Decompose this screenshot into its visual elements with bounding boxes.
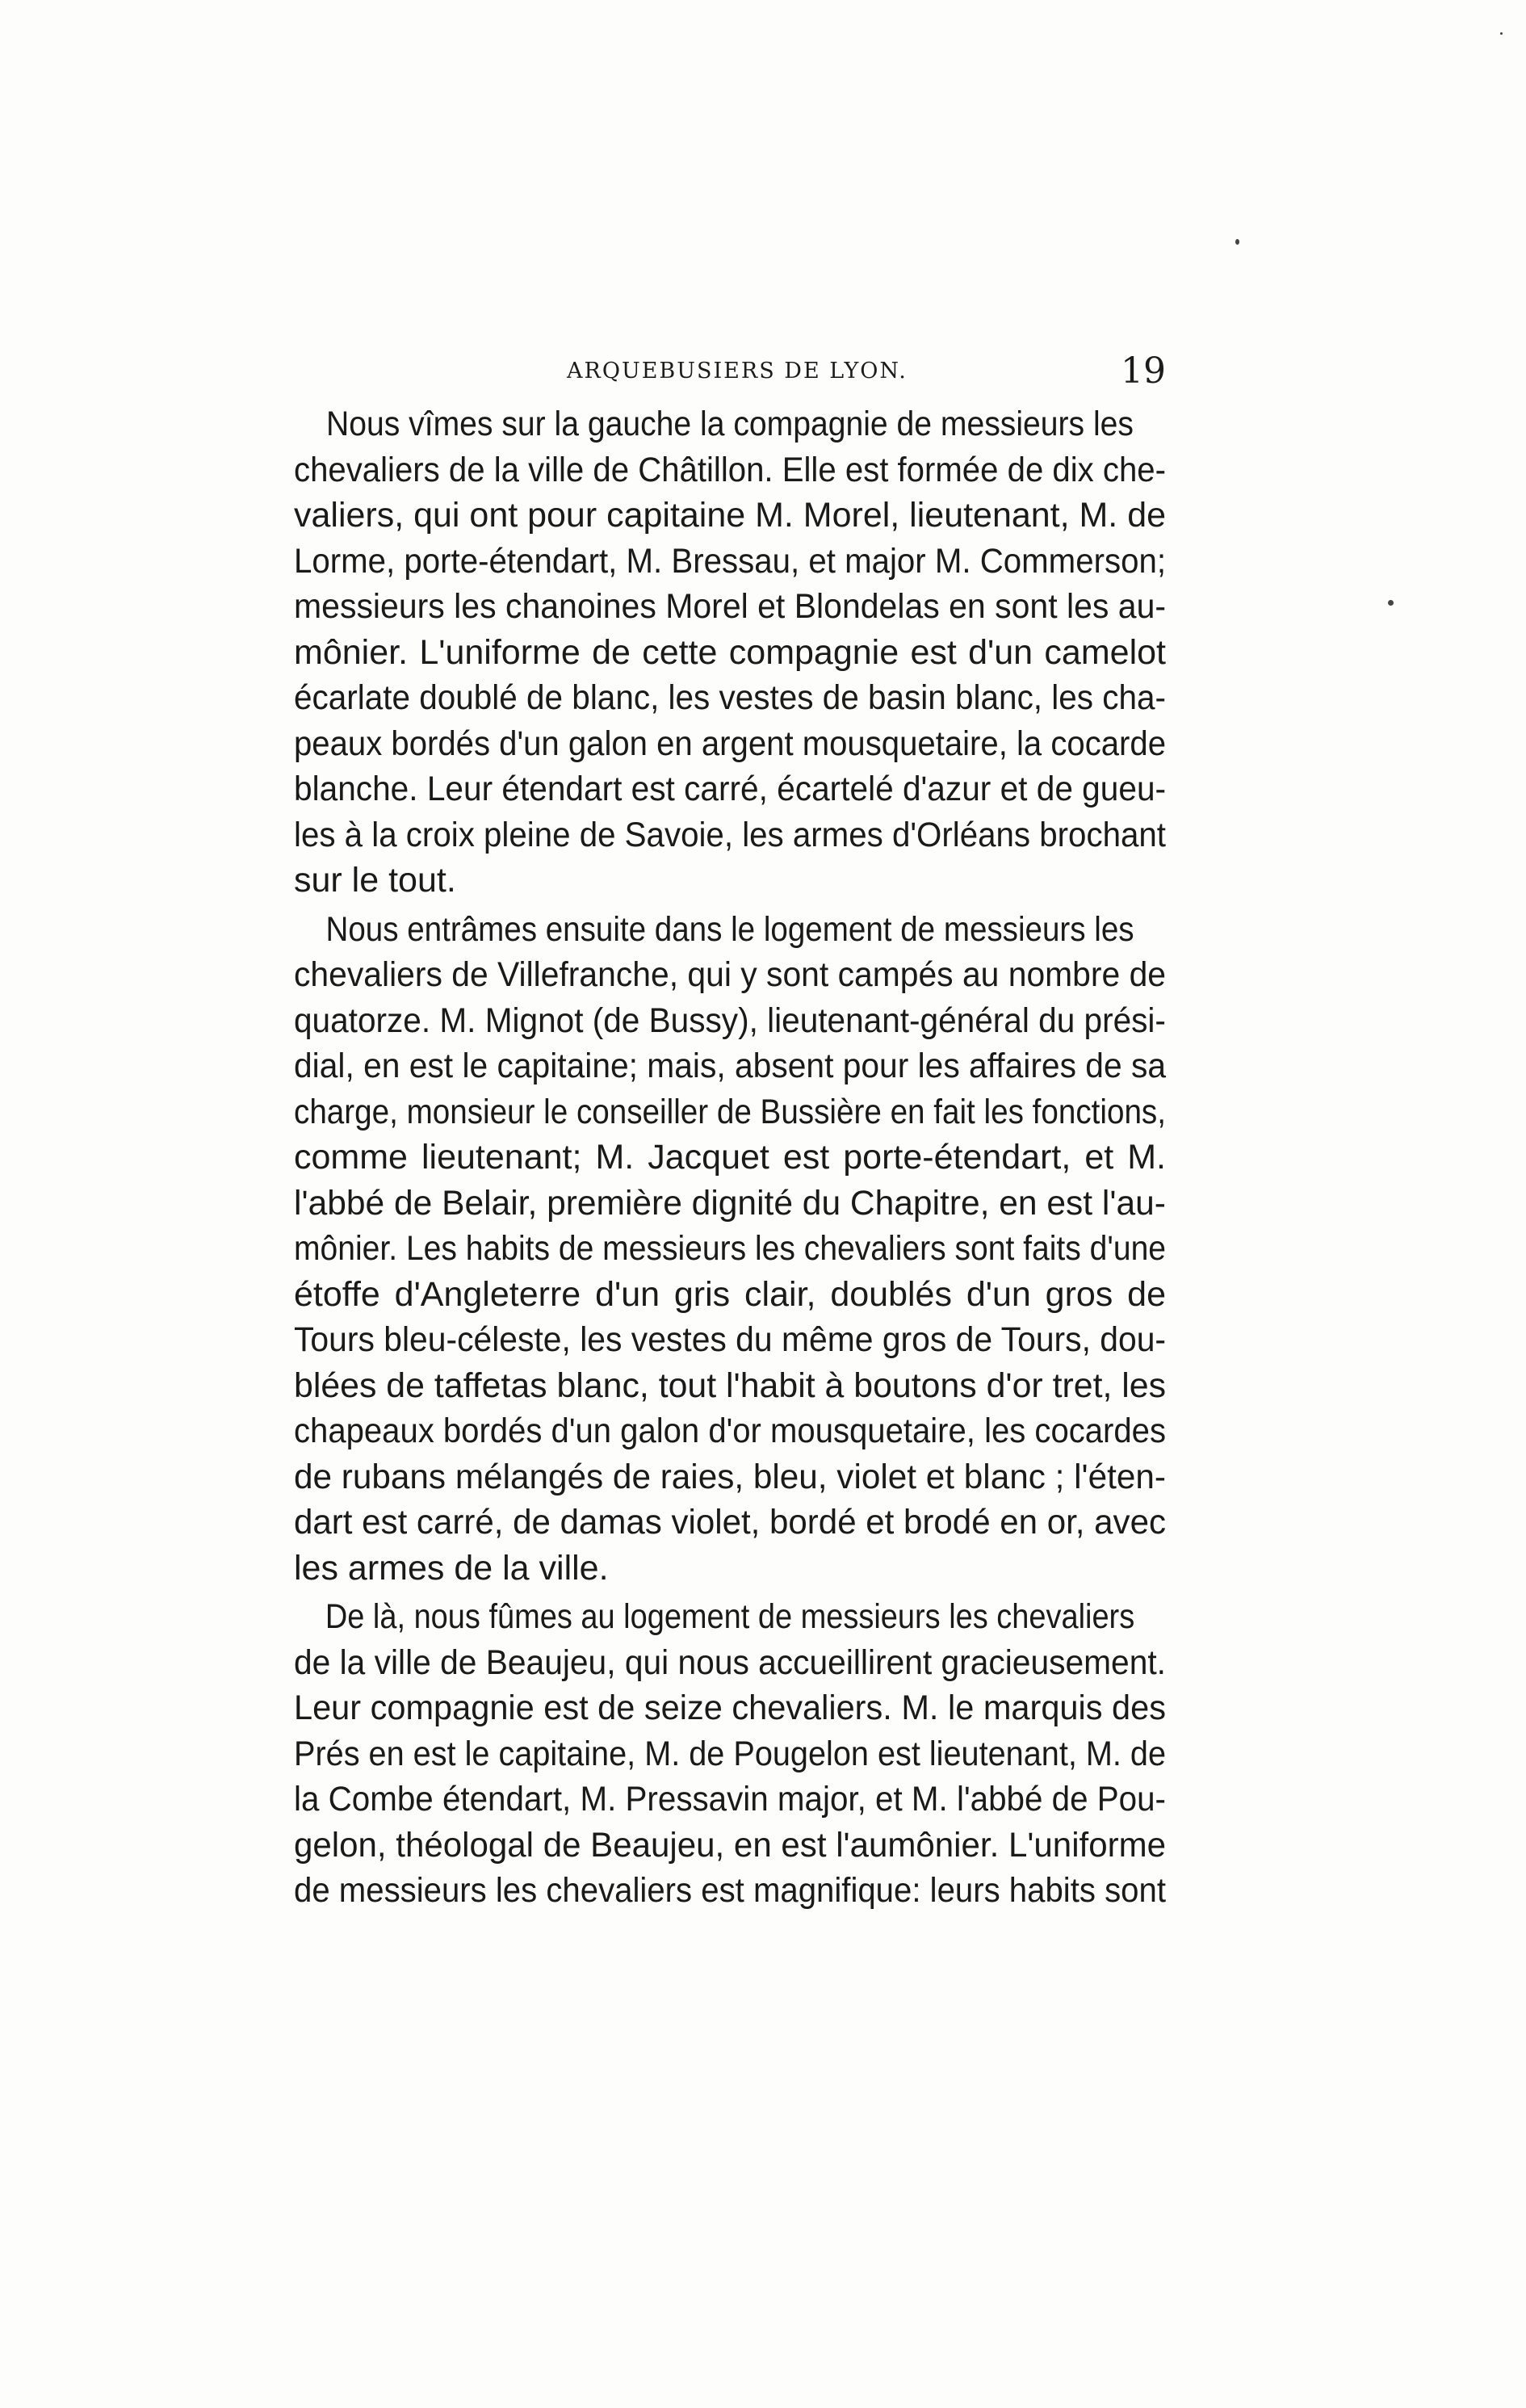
text-line: quatorze. M. Mignot (de Bussy), lieutenant-général du prési- (294, 1001, 1166, 1040)
ink-speck (1500, 32, 1503, 35)
running-head (294, 350, 1166, 397)
running-title: ARQUEBUSIERS DE LYON. (567, 359, 908, 384)
text-line: valiers, qui ont pour capitaine M. Morel, lieutenant, M. de (294, 496, 1167, 535)
ink-speck (1388, 600, 1394, 606)
text-line: peaux bordés d'un galon en argent mousquetaire, la cocarde (294, 724, 1167, 763)
text-line: étoffe d'Angleterre d'un gris clair, doublés d'un gros de (294, 1274, 1166, 1314)
text-line: de rubans mélangés de raies, bleu, violet et blanc ; l'éten- (294, 1457, 1166, 1496)
text-line: charge, monsieur le conseiller de Bussière en fait les fonctions, (294, 1092, 1166, 1131)
text-line: mônier. Les habits de messieurs les chevaliers sont faits d'une (294, 1229, 1167, 1268)
text-line: dial, en est le capitaine; mais, absent pour les affaires de sa (294, 1047, 1167, 1085)
text-line: comme lieutenant; M. Jacquet est porte-étendart, et M. (294, 1138, 1166, 1177)
body-text (294, 401, 1166, 1917)
text-line: blées de taffetas blanc, tout l'habit à boutons d'or tret, les (294, 1366, 1167, 1405)
text-line: Prés en est le capitaine, M. de Pougelon est lieutenant, M. de (294, 1734, 1167, 1773)
ink-speck (1235, 239, 1239, 245)
text-line: gelon, théologal de Beaujeu, en est l'aumônier. L'uniforme (294, 1825, 1167, 1865)
text-line: dart est carré, de damas violet, bordé et brodé en or, avec (294, 1503, 1167, 1542)
text-line: chevaliers de Villefranche, qui y sont campés au nombre de (294, 955, 1167, 994)
text-line: les armes de la ville. (294, 1548, 609, 1588)
paragraph-2 (294, 907, 1166, 1592)
text-line: blanche. Leur étendart est carré, écartelé d'azur et de gueu- (294, 770, 1167, 808)
text-line: la Combe étendart, M. Pressavin major, et M. l'abbé de Pou- (294, 1780, 1167, 1819)
text-line: mônier. L'uniforme de cette compagnie est d'un camelot (294, 632, 1166, 672)
paragraph-3 (294, 1594, 1166, 1914)
text-line: écarlate doublé de blanc, les vestes de basin blanc, les cha- (294, 678, 1167, 717)
text-line: De là, nous fûmes au logement de messieurs les chevaliers (325, 1597, 1135, 1636)
text-line: les à la croix pleine de Savoie, les armes d'Orléans brochant (294, 815, 1166, 854)
text-line: Tours bleu-céleste, les vestes du même gros de Tours, dou- (294, 1320, 1167, 1359)
text-line: messieurs les chanoines Morel et Blondelas en sont les au- (294, 587, 1167, 626)
text-line: Nous entrâmes ensuite dans le logement de messieurs les (325, 909, 1134, 949)
text-line: l'abbé de Belair, première dignité du Chapitre, en est l'au- (294, 1183, 1166, 1223)
text-line: de la ville de Beaujeu, qui nous accueillirent gracieusement. (294, 1642, 1167, 1682)
text-line: Nous vîmes sur la gauche la compagnie de messieurs les (326, 405, 1134, 443)
page-number: 19 (1121, 350, 1166, 392)
paragraph-1 (294, 401, 1166, 904)
text-line: chapeaux bordés d'un galon d'or mousquetaire, les cocardes (294, 1412, 1167, 1450)
text-line: sur le tout. (294, 861, 456, 900)
text-line: chevaliers de la ville de Châtillon. Elle est formée de dix che- (294, 450, 1167, 489)
text-line: Lorme, porte-étendart, M. Bressau, et major M. Commerson; (294, 541, 1167, 581)
text-line: Leur compagnie est de seize chevaliers. M. le marquis des (294, 1689, 1166, 1727)
text-line: de messieurs les chevaliers est magnifique: leurs habits sont (294, 1871, 1166, 1910)
